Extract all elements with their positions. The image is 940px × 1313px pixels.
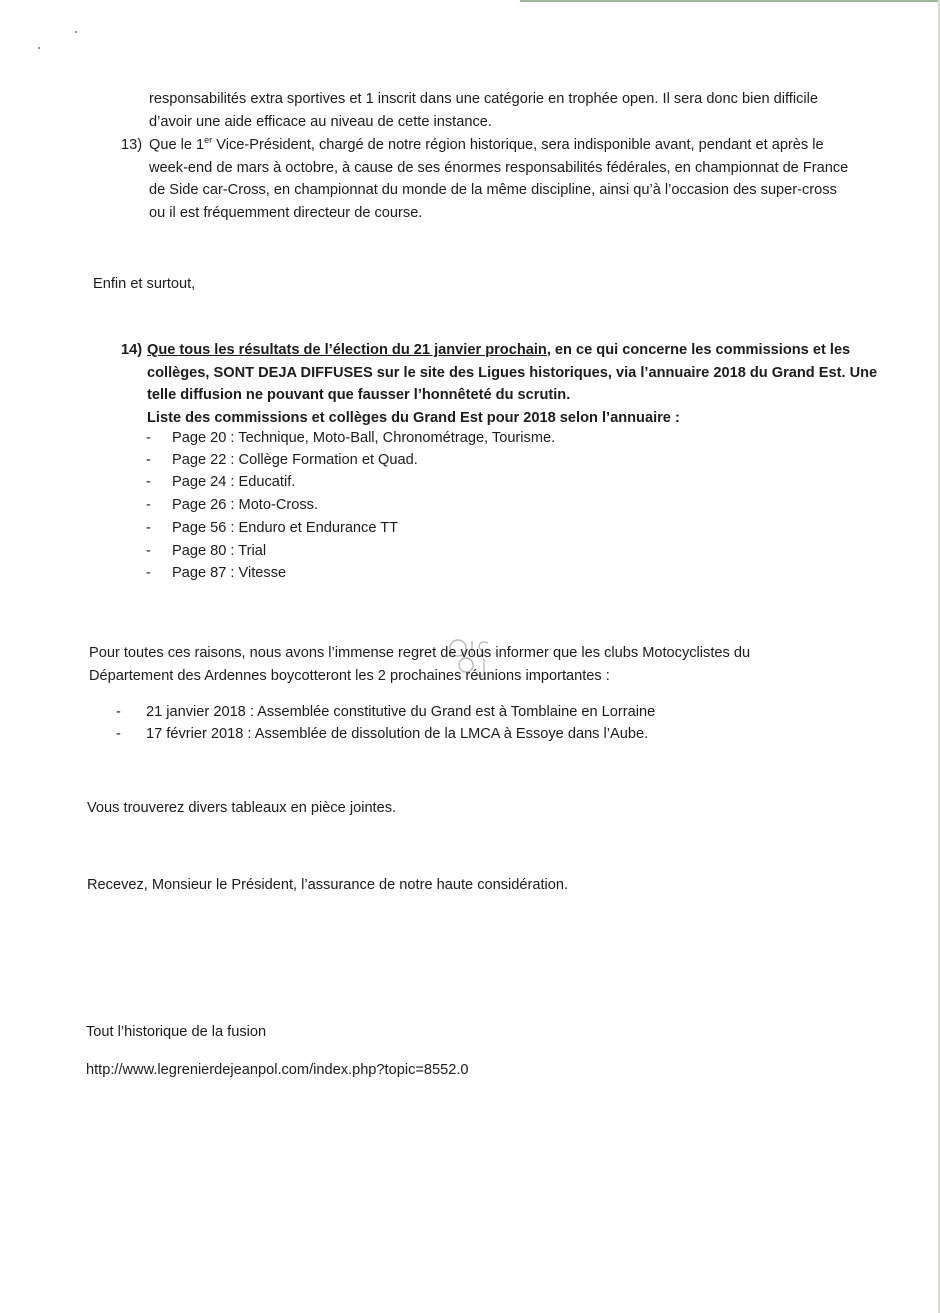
list-item: Page 22 : Collège Formation et Quad. [172,452,418,468]
raisons-line2: Département des Ardennes boycotteront les 2 prochaines réunions importantes : [89,667,610,684]
item13-text [149,134,848,224]
meeting-item: 21 janvier 2018 : Assemblée constitutive du Grand est à Tomblaine en Lorraine [146,704,656,720]
scan-speck [38,47,40,49]
item14-number: 14) [121,342,143,358]
item12-continuation [149,88,818,133]
item13-superscript: er [204,135,213,146]
list-bullet: - [146,452,151,468]
tableaux-paragraph: Vous trouverez divers tableaux en pièce jointes. [87,800,397,816]
item13-number: 13) [121,137,143,153]
list-bullet: - [116,704,121,720]
item14-line1-rest: , en ce qui concerne les commissions et les [546,342,851,358]
scan-speck [75,31,77,33]
enfin-heading: Enfin et surtout, [93,276,196,292]
closing-paragraph: Recevez, Monsieur le Président, l’assurance de notre haute considération. [87,877,569,893]
list-item: Page 87 : Vitesse [172,565,287,581]
list-bullet: - [146,430,151,446]
raisons-paragraph [89,642,750,687]
item13-line2: week-end de mars à octobre, à cause de ses énormes responsabilités fédérales, en championnat de France [149,159,849,176]
item13-line4: ou il est fréquemment directeur de course. [149,204,423,221]
list-item: Page 20 : Technique, Moto-Ball, Chronométrage, Tourisme. [172,430,556,446]
item13-line1-rest: Vice-Président, chargé de notre région historique, sera indisponible avant, pendant et après le [212,137,824,153]
item12-line1: responsabilités extra sportives et 1 inscrit dans une catégorie en trophée open. Il sera donc bien difficile [149,91,819,107]
list-bullet: - [146,474,151,490]
item14-underlined: Que tous les résultats de l’élection du 21 janvier prochain [147,342,547,358]
item14-line1 [147,339,877,362]
list-bullet: - [146,497,151,513]
item12-line2: d’avoir une aide efficace au niveau de cette instance. [149,113,492,130]
item14-list-title: Liste des commissions et collèges du Grand Est pour 2018 selon l’annuaire : [147,409,680,426]
list-item: Page 56 : Enduro et Endurance TT [172,520,399,536]
scan-edge-top [520,0,940,2]
list-bullet: - [146,565,151,581]
list-bullet: - [116,726,121,742]
historique-line: Tout l’historique de la fusion [86,1024,267,1040]
meeting-item: 17 février 2018 : Assemblée de dissolution de la LMCA à Essoye dans l’Aube. [146,726,649,742]
list-item: Page 26 : Moto-Cross. [172,497,319,513]
item14-text [147,339,877,429]
item14-line2: collèges, SONT DEJA DIFFUSES sur le site des Ligues historiques, via l’annuaire 2018 du Grand Est. Une [147,364,878,381]
list-item: Page 80 : Trial [172,543,267,559]
raisons-line1: Pour toutes ces raisons, nous avons l’immense regret de vous informer que les clubs Motocyclistes du [89,645,751,661]
item13-pre: Que le 1 [149,137,205,153]
item13-line1 [149,134,848,157]
item13-line3: de Side car-Cross, en championnat du monde de la même discipline, ainsi qu’à l’occasion des super-cross [149,182,837,199]
item14-line3: telle diffusion ne pouvant que fausser l’honnêteté du scrutin. [147,387,571,404]
list-bullet: - [146,520,151,536]
historique-url[interactable]: http://www.legrenierdejeanpol.com/index.php?topic=8552.0 [86,1062,469,1078]
list-item: Page 24 : Educatif. [172,474,296,490]
list-bullet: - [146,543,151,559]
